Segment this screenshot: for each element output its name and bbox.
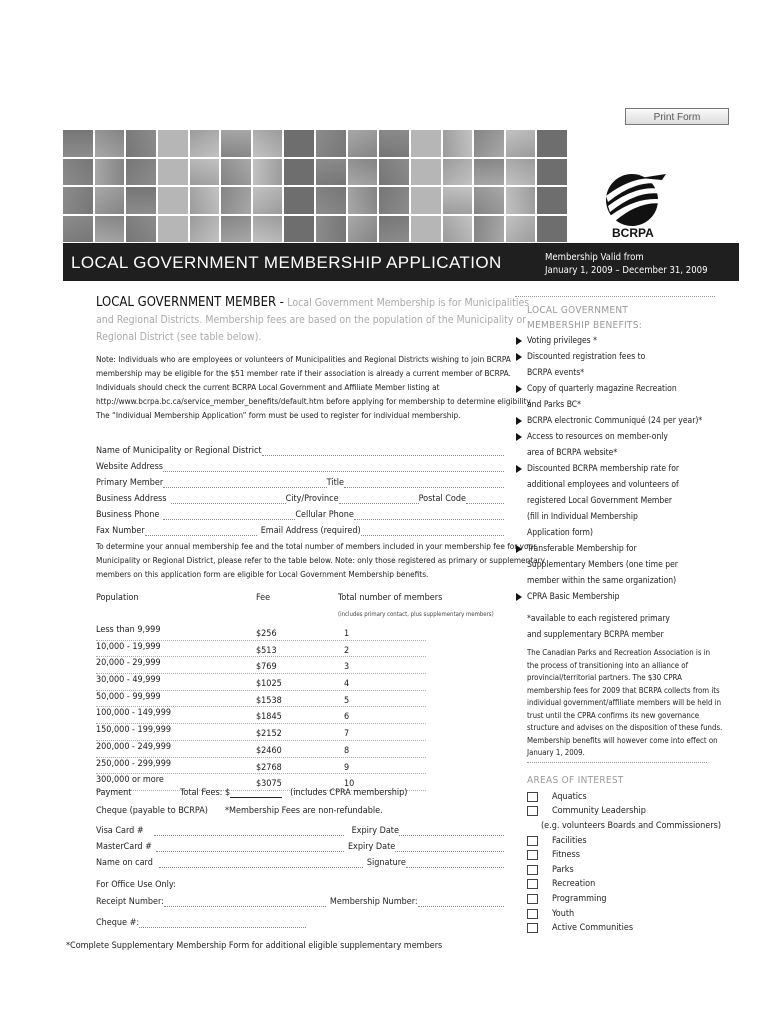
photo-tile (158, 159, 188, 186)
mastercard-row (96, 838, 504, 852)
area-label: Community Leadership (552, 806, 646, 817)
population-cell: 100,000 - 149,999 (96, 708, 172, 719)
city-field[interactable] (339, 503, 419, 504)
benefit-item (515, 349, 715, 381)
area-checkbox[interactable] (527, 792, 538, 802)
photo-tile (95, 130, 125, 157)
population-cell: 300,000 or more (96, 775, 164, 786)
photo-tile (158, 130, 188, 157)
area-checkbox[interactable] (527, 894, 538, 904)
note-line: Individuals should check the current BCRPA Local Government and Affiliate Member listing at (96, 382, 440, 392)
office-receipt-row (96, 893, 504, 907)
photo-tile (474, 159, 504, 186)
member-intro-1: Local Government Membership is for Municipalities (287, 297, 530, 309)
bullet-arrow-icon (516, 385, 522, 393)
member-heading: LOCAL GOVERNMENT MEMBER (96, 295, 277, 310)
photo-tile (411, 187, 441, 214)
photo-tile (95, 187, 125, 214)
photo-tile (474, 130, 504, 157)
website-field[interactable] (163, 471, 504, 472)
photo-tile (190, 187, 220, 214)
business-address-field[interactable] (171, 503, 286, 504)
member-heading-dash: - (279, 295, 284, 310)
benefit-item (515, 333, 715, 349)
photo-tile (348, 130, 378, 157)
office-cheque-row (96, 914, 306, 928)
benefit-item (515, 589, 715, 605)
population-cell: 150,000 - 199,999 (96, 725, 172, 736)
area-label: Aquatics (552, 791, 587, 802)
eligibility-note (96, 352, 532, 422)
business-phone-field[interactable] (163, 519, 295, 520)
photo-tile (411, 159, 441, 186)
cpra-note (515, 647, 723, 760)
population-cell: Less than 9,999 (96, 625, 161, 635)
signature-label: Signature (366, 858, 406, 868)
area-checkbox[interactable] (527, 879, 538, 889)
title-field[interactable] (344, 487, 504, 488)
asterisk-note-line: and supplementary BCRPA member (527, 630, 664, 640)
fax-field[interactable] (145, 535, 257, 536)
cpra-note-line: The Canadian Parks and Recreation Association is in (527, 648, 711, 657)
photo-tile (506, 130, 536, 157)
benefit-item (515, 429, 715, 461)
population-cell: 250,000 - 299,999 (96, 758, 172, 769)
fee-table-row (96, 624, 426, 641)
fee-header: Fee (256, 593, 271, 603)
photo-tile (221, 130, 251, 157)
photo-mosaic (63, 130, 567, 242)
photo-tile (221, 187, 251, 214)
photo-tile (537, 216, 567, 243)
title-label: Title (326, 478, 344, 488)
photo-tile (95, 159, 125, 186)
note-line: http://www.bcrpa.bc.ca/service_member_benefits/default.htm before applying for membership to determine eligibility. (96, 396, 532, 406)
benefit-text: Transferable Membership for (527, 544, 637, 554)
photo-tile (411, 130, 441, 157)
photo-tile (63, 187, 93, 214)
fax-label: Fax Number (96, 526, 145, 536)
business-address-label: Business Address (96, 494, 167, 504)
municipality-field[interactable] (262, 455, 504, 456)
photo-tile (537, 130, 567, 157)
bullet-arrow-icon (516, 545, 522, 553)
photo-tile (126, 216, 156, 243)
photo-tile (348, 187, 378, 214)
receipt-number-label: Receipt Number: (96, 897, 164, 907)
photo-tile (126, 130, 156, 157)
area-item (527, 892, 715, 907)
photo-tile (221, 216, 251, 243)
area-item (527, 804, 715, 819)
photo-tile (190, 130, 220, 157)
mastercard-number-field[interactable] (156, 851, 344, 852)
area-label: Recreation (552, 879, 596, 890)
total-fees-label: Total Fees: $ (180, 788, 231, 798)
photo-tile (379, 216, 409, 243)
fee-cell: $769 (256, 662, 277, 673)
members-cell: 8 (344, 745, 350, 756)
footer-note: *Complete Supplementary Membership Form for additional eligible supplementary members (66, 941, 443, 951)
photo-tile (95, 216, 125, 243)
office-use-heading: For Office Use Only: (96, 880, 176, 890)
total-members-header: Total number of members (338, 593, 443, 603)
visa-number-field[interactable] (154, 835, 344, 836)
fee-cell: $2152 (256, 729, 282, 740)
cpra-note-line: individual government/affiliate members will be held in (527, 698, 722, 707)
photo-tile (443, 130, 473, 157)
benefit-item (515, 541, 715, 589)
cell-field[interactable] (354, 519, 504, 520)
photo-tile (253, 159, 283, 186)
photo-tile (284, 159, 314, 186)
members-cell: 10 (344, 779, 355, 790)
fee-table (96, 624, 426, 791)
photo-tile (158, 216, 188, 243)
photo-tile (474, 187, 504, 214)
non-refundable-note: *Membership Fees are non-refundable. (225, 806, 383, 816)
mastercard-label: MasterCard # (96, 842, 152, 852)
contact-fields (96, 440, 504, 536)
note-line: Note: Individuals who are employees or volunteers of Municipalities and Regional Districts wishing to join BCRPA (96, 354, 511, 364)
area-item (527, 790, 715, 805)
photo-tile (379, 187, 409, 214)
photo-tile (443, 187, 473, 214)
area-item (527, 906, 715, 921)
receipt-number-field[interactable] (164, 906, 326, 907)
photo-tile (537, 187, 567, 214)
area-label: Active Communities (552, 923, 634, 934)
bullet-arrow-icon (516, 417, 522, 425)
fee-cell: $1845 (256, 712, 282, 723)
area-item (527, 848, 715, 863)
photo-tile (63, 130, 93, 157)
title-bar (63, 243, 739, 281)
members-cell: 5 (344, 695, 350, 706)
members-cell: 4 (344, 679, 350, 690)
area-label: (e.g. volunteers Boards and Commissioners) (541, 820, 721, 831)
bullet-arrow-icon (516, 593, 522, 601)
photo-tile (316, 187, 346, 214)
benefit-text: Discounted BCRPA membership rate for (527, 464, 680, 474)
area-label: Youth (552, 908, 575, 919)
benefit-text: Copy of quarterly magazine Recreation (527, 384, 677, 394)
brand-wordmark: BCRPA (612, 226, 654, 240)
population-cell: 30,000 - 49,999 (96, 675, 161, 686)
members-cell: 2 (344, 645, 350, 656)
cpra-note-line: the process of transitioning into an alliance of (527, 660, 689, 670)
benefit-text: registered Local Government Member (527, 496, 673, 506)
photo-tile (221, 159, 251, 186)
website-label: Website Address (96, 462, 164, 472)
area-checkbox[interactable] (527, 923, 538, 933)
area-label: Parks (552, 864, 574, 875)
member-intro-3: Regional District (see table below). (96, 331, 262, 343)
fee-instructions (96, 539, 546, 581)
photo-tile (126, 187, 156, 214)
photo-tile (126, 159, 156, 186)
visa-row (96, 822, 504, 836)
postal-label: Postal Code (418, 494, 466, 504)
bullet-arrow-icon (516, 337, 522, 345)
cpra-note-line: structure and advises on the disposition of these funds. (527, 723, 723, 732)
photo-tile (316, 159, 346, 186)
photo-tile (379, 130, 409, 157)
benefit-text: BCRPA electronic Communiqué (24 per year)* (527, 416, 703, 426)
photo-tile (537, 159, 567, 186)
mastercard-expiry-field[interactable] (395, 851, 504, 852)
members-cell: 9 (344, 762, 350, 773)
validity-line-2: January 1, 2009 – December 31, 2009 (545, 265, 708, 276)
bullet-arrow-icon (516, 433, 522, 441)
fee-instruction-line: To determine your annual membership fee and the total number of members included in your membership fee for your (96, 541, 537, 551)
cheque-number-label: Cheque #: (96, 918, 140, 928)
photo-tile (506, 187, 536, 214)
benefit-text: area of BCRPA website* (527, 448, 618, 458)
photo-tile (158, 187, 188, 214)
cpra-note-line: January 1, 2009. (527, 748, 585, 757)
photo-tile (284, 187, 314, 214)
cpra-note-line: trust until the CPRA confirms its new governance (527, 710, 700, 720)
members-cell: 1 (344, 629, 350, 639)
members-cell: 3 (344, 662, 350, 673)
photo-tile (253, 187, 283, 214)
cpra-note-line: Membership benefits will however come into effect on (527, 735, 718, 745)
benefits-heading-1: LOCAL GOVERNMENT (527, 305, 629, 316)
fee-cell: $2460 (256, 745, 282, 756)
photo-tile (253, 216, 283, 243)
area-checkbox[interactable] (527, 865, 538, 875)
benefit-text: and Parks BC* (527, 400, 581, 410)
benefits-list (515, 333, 715, 605)
area-item (527, 921, 715, 936)
total-members-subheader: (includes primary contact, plus supplementary members) (338, 611, 494, 618)
fee-instruction-line: Municipality or Regional District, please refer to the table below. Note: only those registered as primary or supplementary (96, 555, 546, 565)
areas-of-interest-list (515, 790, 721, 936)
photo-tile (63, 216, 93, 243)
fee-table-row (96, 758, 426, 775)
photo-tile (348, 216, 378, 243)
membership-number-label: Membership Number: (329, 897, 418, 907)
area-item (527, 862, 715, 877)
population-cell: 10,000 - 19,999 (96, 641, 161, 652)
photo-tile (379, 159, 409, 186)
area-label: Programming (552, 893, 607, 904)
benefit-text: Application form) (527, 528, 593, 538)
photo-tile (190, 159, 220, 186)
photo-tile (284, 216, 314, 243)
validity-line-1: Membership Valid from (545, 252, 644, 263)
fee-cell: $2768 (256, 762, 282, 773)
page-title: LOCAL GOVERNMENT MEMBERSHIP APPLICATION (71, 253, 502, 272)
photo-tile (506, 159, 536, 186)
benefit-text: BCRPA events* (527, 368, 585, 378)
bullet-arrow-icon (516, 353, 522, 361)
payment-label: Payment (96, 788, 132, 798)
population-cell: 20,000 - 29,999 (96, 658, 161, 669)
primary-member-field[interactable] (163, 487, 327, 488)
name-on-card-field[interactable] (159, 867, 363, 868)
photo-tile (316, 130, 346, 157)
benefits-panel (515, 296, 723, 935)
cpra-note-line: provincial/territorial partners. The $30 CPRA (527, 673, 682, 682)
photo-tile (284, 130, 314, 157)
benefit-text: Supplementary Members (one time per (527, 560, 678, 570)
area-item (527, 877, 715, 892)
card-name-row (96, 854, 504, 868)
fee-table-row (96, 707, 426, 724)
visa-expiry-label: Expiry Date (351, 826, 399, 836)
benefit-text: member within the same organization) (527, 576, 677, 586)
name-on-card-label: Name on card (96, 858, 153, 868)
mastercard-expiry-label: Expiry Date (347, 842, 396, 852)
fee-cell: $513 (256, 645, 277, 656)
photo-tile (443, 216, 473, 243)
benefit-text: CPRA Basic Membership (527, 592, 620, 602)
membership-number-field[interactable] (418, 906, 504, 907)
photo-tile (443, 159, 473, 186)
photo-tile (411, 216, 441, 243)
city-label: City/Province (285, 494, 339, 504)
photo-tile (506, 216, 536, 243)
area-label: Fitness (552, 850, 580, 861)
photo-tile (474, 216, 504, 243)
fee-cell: $1538 (256, 695, 282, 706)
population-cell: 200,000 - 249,999 (96, 741, 172, 752)
photo-tile (253, 130, 283, 157)
photo-tile (190, 216, 220, 243)
fee-table-row (96, 691, 426, 708)
bullet-arrow-icon (516, 465, 522, 473)
benefit-text: Discounted registration fees to (527, 352, 646, 362)
email-field[interactable] (361, 535, 504, 536)
bcrpa-logo (570, 130, 730, 242)
area-item (527, 819, 721, 834)
area-checkbox[interactable] (527, 836, 538, 846)
area-checkbox[interactable] (527, 909, 538, 919)
postal-field[interactable] (466, 503, 504, 504)
area-label: Facilities (552, 835, 587, 846)
fee-cell: $3075 (256, 779, 282, 790)
asterisk-note-line: *available to each registered primary (527, 614, 670, 624)
photo-tile (63, 159, 93, 186)
benefits-asterisk-note (515, 611, 715, 643)
visa-label: Visa Card # (96, 826, 144, 836)
benefit-text: Voting privileges * (527, 336, 597, 346)
email-label: Email Address (required) (260, 526, 361, 536)
photo-tile (348, 159, 378, 186)
fee-table-row (96, 657, 426, 674)
cpra-note-line: membership fees for 2009 that BCRPA collects from its (527, 685, 720, 695)
members-cell: 7 (344, 729, 350, 740)
business-phone-label: Business Phone (96, 510, 160, 520)
note-line: The “Individual Membership Application” form must be used to register for individual membership. (96, 410, 461, 420)
visa-expiry-field[interactable] (399, 835, 504, 836)
area-checkbox[interactable] (527, 850, 538, 860)
members-cell: 6 (344, 712, 350, 723)
fee-table-row (96, 724, 426, 741)
fee-table-row (96, 741, 426, 758)
benefit-item (515, 381, 715, 413)
cheque-option[interactable]: Cheque (payable to BCRPA) (96, 806, 208, 816)
population-cell: 50,000 - 99,999 (96, 691, 161, 702)
cheque-number-field[interactable] (139, 927, 306, 928)
fee-table-row (96, 674, 426, 691)
fee-cell: $1025 (256, 679, 282, 690)
benefits-heading-2: MEMBERSHIP BENEFITS: (527, 320, 643, 331)
print-form-button[interactable]: Print Form (625, 108, 729, 125)
area-item (527, 833, 715, 848)
member-intro (96, 294, 530, 346)
municipality-label: Name of Municipality or Regional District (96, 446, 262, 456)
benefit-item (515, 413, 715, 429)
population-header: Population (96, 593, 139, 603)
note-line: membership may be eligible for the $51 member rate if their association is already a current member of BCRPA. (96, 368, 511, 378)
fee-table-row (96, 641, 426, 658)
includes-cpra-label: (includes CPRA membership) (290, 788, 408, 798)
fee-cell: $256 (256, 629, 277, 639)
benefit-text: (fill in Individual Membership (527, 512, 638, 522)
fee-instruction-line: members on this application form are eligible for Local Government Membership benefits. (96, 569, 429, 579)
benefit-text: Access to resources on member-only (527, 432, 668, 442)
areas-heading: AREAS OF INTEREST (527, 774, 624, 786)
primary-member-label: Primary Member (96, 478, 164, 488)
area-checkbox[interactable] (527, 806, 538, 816)
total-fees-field[interactable] (230, 797, 282, 798)
benefit-item (515, 461, 715, 541)
photo-tile (316, 216, 346, 243)
signature-field[interactable] (406, 867, 504, 868)
benefit-text: additional employees and volunteers of (527, 480, 679, 490)
total-fees-row (180, 788, 407, 798)
cell-label: Cellular Phone (295, 510, 354, 520)
member-intro-2: and Regional Districts. Membership fees are based on the population of the Municipality or (96, 314, 527, 326)
